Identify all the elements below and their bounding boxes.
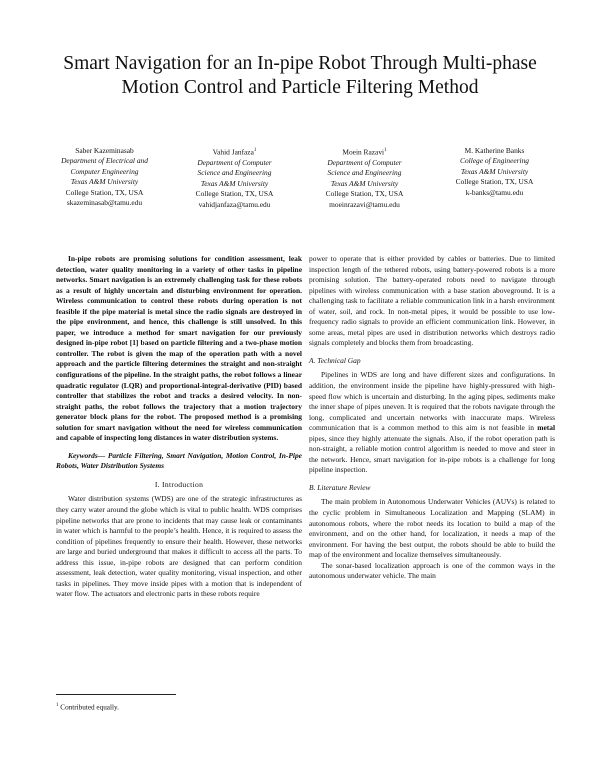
- author-block: [42, 146, 558, 216]
- left-column: [56, 254, 302, 600]
- paper-title: Smart Navigation for an In-pipe Robot Through Multi-phase Motion Control and Particle Filtering Method: [63, 53, 537, 98]
- author-location: College Station, TX, USA: [325, 189, 404, 199]
- subsection-heading-literature-review: B. Literature Review: [309, 482, 371, 492]
- author-name: Vahid Janfaza$^1$: [212, 147, 257, 157]
- author-email: vahidjanfaza@tamu.edu: [198, 199, 271, 209]
- author-email: moeinrazavi@tamu.edu: [329, 199, 400, 209]
- author-location: College Station, TX, USA: [65, 187, 144, 197]
- section-heading-introduction: I. Introduction: [154, 479, 204, 489]
- author-affiliation-line: Computer Engineering: [70, 166, 139, 176]
- author-1: [42, 146, 167, 208]
- author-affiliation-line: Texas A&M University: [70, 177, 139, 187]
- author-affiliation-line: Department of Computer: [197, 157, 272, 167]
- technical-gap-paragraph: [309, 370, 555, 475]
- technical-gap-text: pipes, since they highly attenuate the signals. Also, if the robot operation path is non-straight, a reliable motion control algorithm is needed to move and steer in the network. Hence, smart navigation for in-pipe robots is a challenge for long pipeline inspection.: [309, 433, 555, 475]
- right-column: [309, 254, 555, 582]
- author-location: College Station, TX, USA: [455, 177, 534, 187]
- author-email: skazeminasab@tamu.edu: [66, 198, 143, 208]
- author-name: Saber Kazeminasab: [75, 146, 134, 155]
- footnote-marker: 1: [253, 148, 257, 153]
- footnote-marker: 1: [384, 148, 387, 153]
- author-affiliation-line: Department of Computer: [327, 157, 402, 167]
- footnote-divider: [56, 694, 176, 695]
- introduction-continued-paragraph: power to operate that is either provided by cables or batteries. Due to limited inspection length of the tethered robots, using battery-powered robots is a more promising solution. The battery-operated robots need to navigate through pipelines with wireless communication with a base station aboveground. It is a challenging task to facilitate a reliable communication link in a harsh environment of water, soil, and rock. In non-metal pipes, it would be possible to use low-frequency radio signals to provide an efficient communication link. However, in some areas, metal pipes are used in distribution networks which destroys radio signals completely and blocks them from broadcasting.: [309, 254, 555, 348]
- author-affiliation-line: Texas A&M University: [200, 178, 269, 188]
- author-affiliation-line: Texas A&M University: [460, 166, 529, 176]
- author-4: [432, 146, 557, 198]
- abstract: In-pipe robots are promising solutions for condition assessment, leak detection, water quality monitoring in a variety of other tasks in pipeline networks. Smart navigation is an extremely challenging task for these robots as a result of highly uncertain and disturbing environment for operation. Wireless communication to control these robots during operation is not feasible if the pipe material is metal since the radio signals are destroyed in the pipe environment, and hence, this challenge is still unsolved. In this paper, we introduce a method for smart navigation for our previously designed in-pipe robot [1] based on particle filtering and a two-phase motion controller. The robot is given the map of the operation path with a novel approach and the particle filtering determines the straight and non-straight configurations of the pipeline. In the straight paths, the robot follows a linear quadratic regulator (LQR) and proportional-integral-derivative (PID) based controller that stabilizes the robot and tracks a desired velocity. In non-straight paths, the robot follows the trajectory that a motion trajectory generator block plans for the robot. The proposed method is a promising solution for smart navigation without the need for wireless communication and capable of inspecting long distances in water distribution systems.: [56, 254, 302, 443]
- literature-review-paragraph: The main problem in Autonomous Underwater Vehicles (AUVs) is related to the cyclic problem in Simultaneous Localization and Mapping (SLAM) in autonomous robots, where the robot needs its location to build a map of the environment, and on the other hand, for localization, it needs a map of the environment. For having the best output, the robots should be able to build the map of the environment and localize themselves simultaneously.: [309, 497, 555, 560]
- author-name: M. Katherine Banks: [464, 146, 525, 155]
- subsection-heading-technical-gap: A. Technical Gap: [309, 355, 361, 365]
- author-2: [172, 146, 297, 210]
- author-affiliation-line: College of Engineering: [460, 156, 529, 166]
- technical-gap-text: Pipelines in WDS are long and have different sizes and configurations. In addition, the environment inside the pipeline have highly-pressured with high-speed flow which is uncertain and disturbing. In the aging pipes, sediments make the inner shape of pipes uneven. It is required that the robots navigate through the long, complicated and uncertain networks with inaccurate maps. Wireless communication that is a common method to this aim is not feasible in: [309, 370, 555, 433]
- footnote-text: Contributed equally.: [60, 703, 119, 712]
- author-affiliation-line: Texas A&M University: [330, 178, 399, 188]
- author-3: [302, 146, 427, 210]
- author-location: College Station, TX, USA: [195, 189, 274, 199]
- footnote-marker: 1: [56, 703, 59, 708]
- emphasized-word: metal: [537, 423, 556, 433]
- author-affiliation-line: Science and Engineering: [197, 168, 272, 178]
- author-email: k-banks@tamu.edu: [465, 187, 524, 197]
- author-affiliation-line: Science and Engineering: [327, 168, 402, 178]
- introduction-paragraph: Water distribution systems (WDS) are one of the strategic infrastructures as they carry water around the globe which is vital to public health. WDS comprises pipeline networks that are prone to incidents that may cause leak or contaminants in water which is harmful to the people’s health. Hence, it is required to assess the condition of pipelines frequently to ensure their health. However, these networks are large and buried underground that makes it difficult to access all the parts. To address this issue, in-pipe robots are designed that can perform condition assessment, leak detection, water quality monitoring, visual inspection, and other tasks in pipelines. They move inside pipes with a motion that is independent of water flow. The actuators and electronic parts in these robots require: [56, 494, 302, 599]
- author-name: Moein Razavi$^1$: [342, 147, 387, 157]
- footnote: [56, 701, 119, 712]
- keywords: Keywords— Particle Filtering, Smart Navigation, Motion Control, In-Pipe Robots, Water Distribution Systems: [56, 450, 302, 471]
- literature-review-paragraph: The sonar-based localization approach is one of the common ways in the autonomous underwater vehicle. The main: [309, 560, 555, 581]
- author-affiliation-line: Department of Electrical and: [61, 156, 148, 166]
